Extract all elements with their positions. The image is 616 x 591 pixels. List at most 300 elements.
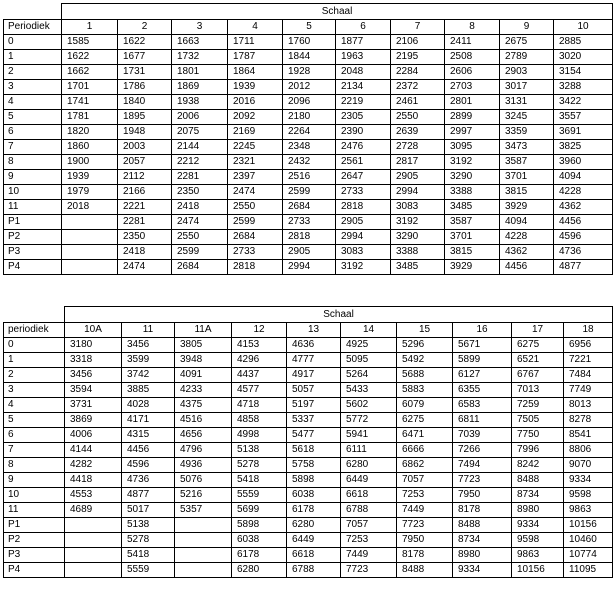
table-row [4, 518, 613, 533]
salary-cell: 4456 [554, 215, 613, 230]
salary-cell: 2003 [118, 140, 172, 155]
salary-cell: 3456 [65, 368, 122, 383]
column-header-schaal: 4 [228, 20, 283, 35]
salary-cell: 10460 [564, 533, 613, 548]
periodiek-cell: 5 [4, 413, 65, 428]
table-row [4, 398, 613, 413]
column-header-schaal: 9 [500, 20, 554, 35]
salary-cell: 5278 [232, 458, 287, 473]
salary-cell: 4315 [122, 428, 175, 443]
table-row [4, 563, 613, 578]
salary-cell: 6111 [341, 443, 397, 458]
salary-cell: 2372 [391, 80, 445, 95]
column-header-schaal: 10A [65, 323, 122, 338]
column-header-schaal: 15 [397, 323, 453, 338]
salary-cell: 4736 [554, 245, 613, 260]
salary-cell: 5357 [175, 503, 232, 518]
salary-cell: 1732 [172, 50, 228, 65]
salary-cell: 3805 [175, 338, 232, 353]
table-row [4, 50, 613, 65]
salary-cell: 5941 [341, 428, 397, 443]
periodiek-cell: 4 [4, 95, 62, 110]
table-row [4, 488, 613, 503]
salary-cell: 1979 [62, 185, 118, 200]
salary-cell: 2905 [391, 170, 445, 185]
salary-cell: 3083 [391, 200, 445, 215]
salary-cell: 6788 [341, 503, 397, 518]
salary-cell: 3192 [445, 155, 500, 170]
salary-cell: 7057 [397, 473, 453, 488]
salary-cell: 2905 [283, 245, 336, 260]
corner-cell [4, 4, 62, 20]
table-row [4, 230, 613, 245]
salary-cell: 3929 [500, 200, 554, 215]
salary-cell: 2134 [336, 80, 391, 95]
salary-cell: 6038 [287, 488, 341, 503]
salary-cell: 10774 [564, 548, 613, 563]
salary-cell: 3288 [554, 80, 613, 95]
salary-cell: 2418 [172, 200, 228, 215]
column-header-schaal: 13 [287, 323, 341, 338]
salary-cell: 6178 [232, 548, 287, 563]
periodiek-cell: 1 [4, 50, 62, 65]
table-row [4, 155, 613, 170]
salary-cell: 2550 [228, 200, 283, 215]
salary-cell: 3388 [445, 185, 500, 200]
salary-cell: 6079 [397, 398, 453, 413]
salary-cell: 2818 [283, 230, 336, 245]
salary-cell: 2599 [172, 245, 228, 260]
salary-cell: 4456 [122, 443, 175, 458]
salary-cell: 1781 [62, 110, 118, 125]
salary-cell: 4858 [232, 413, 287, 428]
salary-cell [62, 230, 118, 245]
salary-cell: 7494 [453, 458, 512, 473]
salary-cell: 6956 [564, 338, 613, 353]
salary-cell: 6275 [512, 338, 564, 353]
salary-cell: 2508 [445, 50, 500, 65]
column-header-schaal: 6 [336, 20, 391, 35]
salary-cell: 2245 [228, 140, 283, 155]
salary-cell: 4006 [65, 428, 122, 443]
salary-cell: 9863 [512, 548, 564, 563]
salary-cell: 6178 [287, 503, 341, 518]
salary-cell: 1663 [172, 35, 228, 50]
salary-cell: 4456 [500, 260, 554, 275]
salary-cell: 8806 [564, 443, 613, 458]
schaal-header: Schaal [65, 307, 613, 323]
column-header-schaal: 2 [118, 20, 172, 35]
salary-cell: 2994 [391, 185, 445, 200]
salary-cell: 1869 [172, 80, 228, 95]
salary-cell: 4777 [287, 353, 341, 368]
salary-cell: 2994 [283, 260, 336, 275]
salary-cell: 5057 [287, 383, 341, 398]
salary-cell: 1840 [118, 95, 172, 110]
column-header-schaal: 7 [391, 20, 445, 35]
salary-cell: 1860 [62, 140, 118, 155]
table-row [4, 428, 613, 443]
salary-cell: 2016 [228, 95, 283, 110]
salary-cell: 4418 [65, 473, 122, 488]
salary-cell: 5017 [122, 503, 175, 518]
salary-cell: 9334 [564, 473, 613, 488]
periodiek-cell: 6 [4, 428, 65, 443]
column-header-schaal: 10 [554, 20, 613, 35]
salary-cell: 4094 [554, 170, 613, 185]
table-row [4, 383, 613, 398]
salary-cell: 2281 [172, 170, 228, 185]
salary-cell: 6471 [397, 428, 453, 443]
salary-cell [62, 260, 118, 275]
salary-cell [62, 215, 118, 230]
table-row [4, 215, 613, 230]
salary-cell: 6767 [512, 368, 564, 383]
table-row [4, 260, 613, 275]
row-header-label: periodiek [4, 323, 65, 338]
salary-cell: 2476 [336, 140, 391, 155]
salary-cell: 2703 [445, 80, 500, 95]
schaal-title-row [4, 307, 613, 323]
periodiek-cell: 0 [4, 338, 65, 353]
periodiek-cell: 9 [4, 170, 62, 185]
salary-cell: 2048 [336, 65, 391, 80]
salary-cell [65, 533, 122, 548]
salary-cell: 2733 [336, 185, 391, 200]
salary-cell: 6862 [397, 458, 453, 473]
periodiek-cell: 2 [4, 368, 65, 383]
table-row [4, 473, 613, 488]
salary-cell: 7449 [397, 503, 453, 518]
table-row [4, 245, 613, 260]
periodiek-cell: 10 [4, 488, 65, 503]
salary-cell: 1622 [62, 50, 118, 65]
salary-cell: 4171 [122, 413, 175, 428]
salary-cell: 6280 [287, 518, 341, 533]
salary-cell: 6355 [453, 383, 512, 398]
salary-cell: 5559 [122, 563, 175, 578]
salary-cell: 3948 [175, 353, 232, 368]
periodiek-cell: P3 [4, 245, 62, 260]
salary-cell: 6811 [453, 413, 512, 428]
salary-cell: 7253 [397, 488, 453, 503]
salary-cell: 1900 [62, 155, 118, 170]
salary-cell: 2550 [391, 110, 445, 125]
salary-cell: 2733 [283, 215, 336, 230]
salary-cell: 3456 [122, 338, 175, 353]
periodiek-cell: P4 [4, 260, 62, 275]
salary-cell: 3290 [445, 170, 500, 185]
table-row [4, 368, 613, 383]
salary-cell: 1677 [118, 50, 172, 65]
salary-cell: 6275 [397, 413, 453, 428]
column-header-schaal: 12 [232, 323, 287, 338]
salary-cell: 2599 [228, 215, 283, 230]
salary-cell: 8734 [512, 488, 564, 503]
salary-cell: 2350 [118, 230, 172, 245]
column-header-schaal: 16 [453, 323, 512, 338]
salary-cell: 2219 [336, 95, 391, 110]
salary-cell: 4233 [175, 383, 232, 398]
salary-cell: 7950 [453, 488, 512, 503]
salary-cell: 8980 [453, 548, 512, 563]
salary-cell: 6449 [341, 473, 397, 488]
salary-cell: 2550 [172, 230, 228, 245]
salary-cell: 2432 [283, 155, 336, 170]
salary-cell: 2057 [118, 155, 172, 170]
salary-cell: 5418 [122, 548, 175, 563]
salary-cell [175, 518, 232, 533]
periodiek-cell: 10 [4, 185, 62, 200]
salary-cell: 5758 [287, 458, 341, 473]
salary-cell: 2092 [228, 110, 283, 125]
salary-cell [65, 548, 122, 563]
salary-cell: 1938 [172, 95, 228, 110]
salary-cell: 4796 [175, 443, 232, 458]
salary-cell: 7253 [341, 533, 397, 548]
salary-cell: 7221 [564, 353, 613, 368]
periodiek-cell: 1 [4, 353, 65, 368]
salary-cell: 9863 [564, 503, 613, 518]
salary-cell: 2348 [283, 140, 336, 155]
salary-cell: 6127 [453, 368, 512, 383]
salary-cell: 7750 [512, 428, 564, 443]
salary-cell [175, 548, 232, 563]
salary-cell: 2733 [228, 245, 283, 260]
salary-cell: 4296 [232, 353, 287, 368]
salary-cell: 3017 [500, 80, 554, 95]
salary-cell: 4998 [232, 428, 287, 443]
salary-cell: 2903 [500, 65, 554, 80]
salary-cell: 3599 [122, 353, 175, 368]
salary-cell: 1877 [336, 35, 391, 50]
periodiek-cell: 11 [4, 503, 65, 518]
salary-cell: 6280 [232, 563, 287, 578]
salary-cell: 5618 [287, 443, 341, 458]
salary-cell: 1963 [336, 50, 391, 65]
salary-cell: 1948 [118, 125, 172, 140]
salary-cell: 3929 [445, 260, 500, 275]
salary-cell: 5278 [122, 533, 175, 548]
salary-cell: 4091 [175, 368, 232, 383]
salary-cell: 5433 [341, 383, 397, 398]
salary-cell: 2390 [336, 125, 391, 140]
salary-cell: 4144 [65, 443, 122, 458]
column-header-schaal: 14 [341, 323, 397, 338]
column-header-row [4, 20, 613, 35]
salary-cell: 3960 [554, 155, 613, 170]
table-row [4, 458, 613, 473]
table-row [4, 80, 613, 95]
salary-cell: 8278 [564, 413, 613, 428]
salary-cell [65, 563, 122, 578]
salary-cell: 1939 [228, 80, 283, 95]
salary-cell [175, 563, 232, 578]
salary-cell: 3154 [554, 65, 613, 80]
salary-cell: 3587 [445, 215, 500, 230]
salary-cell: 2561 [336, 155, 391, 170]
salary-cell [62, 245, 118, 260]
salary-cell: 5264 [341, 368, 397, 383]
salary-cell: 4577 [232, 383, 287, 398]
salary-cell: 4228 [554, 185, 613, 200]
salary-cell: 4437 [232, 368, 287, 383]
salary-cell: 3701 [500, 170, 554, 185]
salary-cell: 2461 [391, 95, 445, 110]
salary-cell: 2817 [391, 155, 445, 170]
salary-cell: 5772 [341, 413, 397, 428]
salary-cell: 2997 [445, 125, 500, 140]
salary-cell: 3485 [445, 200, 500, 215]
salary-cell: 3742 [122, 368, 175, 383]
salary-cell: 3885 [122, 383, 175, 398]
periodiek-cell: 7 [4, 140, 62, 155]
corner-cell [4, 307, 65, 323]
salary-cell: 4094 [500, 215, 554, 230]
salary-cell: 4153 [232, 338, 287, 353]
salary-cell: 2728 [391, 140, 445, 155]
salary-cell: 3245 [500, 110, 554, 125]
salary-cell: 4028 [122, 398, 175, 413]
salary-cell: 2905 [336, 215, 391, 230]
salary-cell: 2418 [118, 245, 172, 260]
salary-cell: 4925 [341, 338, 397, 353]
salary-cell: 6666 [397, 443, 453, 458]
salary-cell: 8734 [453, 533, 512, 548]
table-row [4, 140, 613, 155]
salary-cell: 4736 [122, 473, 175, 488]
salary-cell: 3422 [554, 95, 613, 110]
salary-cell: 5883 [397, 383, 453, 398]
salary-cell: 2221 [118, 200, 172, 215]
periodiek-cell: P3 [4, 548, 65, 563]
periodiek-cell: 8 [4, 155, 62, 170]
salary-cell: 8178 [453, 503, 512, 518]
salary-cell: 2144 [172, 140, 228, 155]
column-header-schaal: 1 [62, 20, 118, 35]
salary-cell: 3701 [445, 230, 500, 245]
salary-cell: 5899 [453, 353, 512, 368]
salary-cell: 4656 [175, 428, 232, 443]
salary-cell: 4282 [65, 458, 122, 473]
table-row [4, 413, 613, 428]
salary-cell: 2818 [228, 260, 283, 275]
salary-cell: 1895 [118, 110, 172, 125]
salary-cell: 2169 [228, 125, 283, 140]
salary-cell: 3083 [336, 245, 391, 260]
row-header-label: Periodiek [4, 20, 62, 35]
salary-cell: 4375 [175, 398, 232, 413]
salary-cell: 6521 [512, 353, 564, 368]
salary-cell: 2397 [228, 170, 283, 185]
salary-cell: 4636 [287, 338, 341, 353]
salary-cell: 5296 [397, 338, 453, 353]
salary-cell: 7266 [453, 443, 512, 458]
salary-cell: 3815 [500, 185, 554, 200]
salary-cell: 6618 [341, 488, 397, 503]
column-header-schaal: 17 [512, 323, 564, 338]
table-row [4, 170, 613, 185]
salary-cell: 2675 [500, 35, 554, 50]
salary-cell: 5492 [397, 353, 453, 368]
salary-cell: 5477 [287, 428, 341, 443]
periodiek-cell: 3 [4, 80, 62, 95]
salary-cell: 3020 [554, 50, 613, 65]
salary-cell: 2789 [500, 50, 554, 65]
salary-cell: 8541 [564, 428, 613, 443]
salary-cell: 6449 [287, 533, 341, 548]
salary-cell: 1585 [62, 35, 118, 50]
salary-cell: 2350 [172, 185, 228, 200]
salary-cell: 4877 [554, 260, 613, 275]
periodiek-cell: P2 [4, 230, 62, 245]
salary-cell: 9070 [564, 458, 613, 473]
salary-cell: 1939 [62, 170, 118, 185]
salary-cell: 7723 [453, 473, 512, 488]
salary-cell: 3485 [391, 260, 445, 275]
schaal-title-row [4, 4, 613, 20]
salary-cell: 5138 [122, 518, 175, 533]
periodiek-cell: P2 [4, 533, 65, 548]
salary-cell: 8488 [453, 518, 512, 533]
salary-cell: 7723 [341, 563, 397, 578]
salary-cell: 2006 [172, 110, 228, 125]
salary-table-schaal-1-10 [3, 3, 613, 275]
table-row [4, 35, 613, 50]
salary-cell: 1786 [118, 80, 172, 95]
salary-cell: 2684 [228, 230, 283, 245]
salary-cell: 7013 [512, 383, 564, 398]
periodiek-cell: 3 [4, 383, 65, 398]
column-header-schaal: 11A [175, 323, 232, 338]
salary-cell: 1820 [62, 125, 118, 140]
salary-cell: 2801 [445, 95, 500, 110]
salary-cell: 4718 [232, 398, 287, 413]
salary-cell: 3594 [65, 383, 122, 398]
salary-cell: 9598 [512, 533, 564, 548]
periodiek-cell: 0 [4, 35, 62, 50]
periodiek-cell: 7 [4, 443, 65, 458]
salary-cell: 1622 [118, 35, 172, 50]
salary-cell: 4362 [500, 245, 554, 260]
table-row [4, 125, 613, 140]
salary-cell: 7749 [564, 383, 613, 398]
salary-cell: 5138 [232, 443, 287, 458]
salary-cell: 5898 [287, 473, 341, 488]
column-header-schaal: 5 [283, 20, 336, 35]
salary-cell: 3192 [336, 260, 391, 275]
salary-cell: 3095 [445, 140, 500, 155]
salary-cell: 2994 [336, 230, 391, 245]
table-row [4, 200, 613, 215]
salary-cell: 2180 [283, 110, 336, 125]
salary-cell: 8488 [512, 473, 564, 488]
salary-cell: 1731 [118, 65, 172, 80]
salary-cell: 7039 [453, 428, 512, 443]
salary-cell: 4689 [65, 503, 122, 518]
salary-cell: 7057 [341, 518, 397, 533]
salary-cell: 2281 [118, 215, 172, 230]
salary-cell: 3180 [65, 338, 122, 353]
salary-cell: 4936 [175, 458, 232, 473]
periodiek-cell: 9 [4, 473, 65, 488]
salary-cell: 4362 [554, 200, 613, 215]
salary-cell: 7950 [397, 533, 453, 548]
salary-cell: 4596 [554, 230, 613, 245]
salary-cell: 7259 [512, 398, 564, 413]
salary-cell: 2411 [445, 35, 500, 50]
salary-cell: 5671 [453, 338, 512, 353]
